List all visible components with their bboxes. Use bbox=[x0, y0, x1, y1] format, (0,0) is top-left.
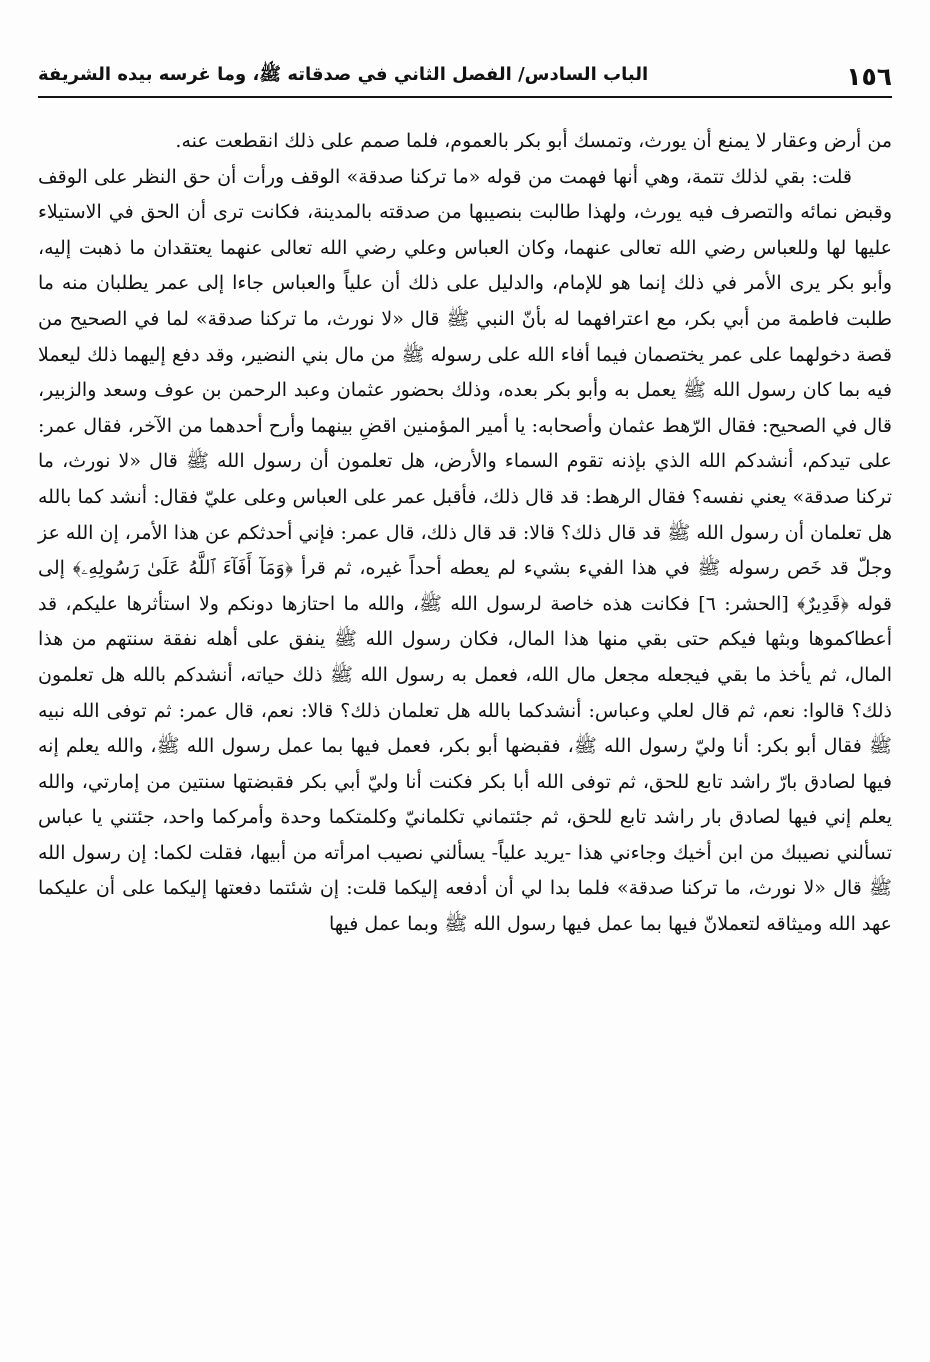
page-number: ١٥٦ bbox=[846, 61, 892, 91]
running-title: الباب السادس/ الفصل الثاني في صدقاته ﷺ، وما غرسه بيده الشريفة bbox=[38, 64, 649, 85]
body-text bbox=[38, 124, 892, 943]
paragraph-main: قلت: بقي لذلك تتمة، وهي أنها فهمت من قوله «ما تركنا صدقة» الوقف ورأت أن حق النظر على الوقف وقبض نمائه والتصرف فيه يورث، ولهذا طالبت بنصيبها من صدقته بالمدينة، فكانت ترى أن الحق في الاستيلاء عليها لها وللعباس رضي الله تعالى عنهما، وكان العباس وعلي رضي الله تعالى عنهما يعتقدان ما ذهبت إليه، وأبو بكر يرى الأمر في ذلك إنما هو للإمام، والدليل على ذلك أن علياً والعباس جاءا إلى عمر يطلبان منه ما طلبت فاطمة من أبي بكر، مع اعترافهما له بأنّ النبي ﷺ قال «لا نورث، ما تركنا صدقة» لما في الصحيح من قصة دخولهما على عمر يختصمان فيما أفاء الله على رسوله ﷺ من مال بني النضير، وقد دفع إليهما ذلك ليعملا فيه بما كان رسول الله ﷺ يعمل به وأبو بكر بعده، وذلك بحضور عثمان وعبد الرحمن بن عوف وسعد والزبير، قال في الصحيح: فقال الرّهط عثمان وأصحابه: يا أمير المؤمنين اقضِ بينهما وأرح أحدهما من الآخر، فقال عمر: على تيدكم، أنشدكم الله الذي بإذنه تقوم السماء والأرض، هل تعلمون أن رسول الله ﷺ قال «لا نورث، ما تركنا صدقة» يعني نفسه؟ فقال الرهط: قد قال ذلك، فأقبل عمر على العباس وعلى عليّ فقال: أنشد كما بالله هل تعلمان أن رسول الله ﷺ قد قال ذلك؟ قالا: قد قال ذلك، قال عمر: فإني أحدثكم عن هذا الأمر، إن الله عز وجلّ قد خَص رسوله ﷺ في هذا الفيء بشيء لم يعطه أحداً غيره، ثم قرأ ﴿وَمَآ أَفَآءَ ٱللَّهُ عَلَىٰ رَسُولِهِۦ﴾ إلى قوله ﴿قَدِيرٌ﴾ [الحشر: ٦] فكانت هذه خاصة لرسول الله ﷺ، والله ما احتازها دونكم ولا استأثرها عليكم، قد أعطاكموها وبثها فيكم حتى بقي منها هذا المال، فكان رسول الله ﷺ ينفق على أهله نفقة سنتهم من هذا المال، ثم يأخذ ما بقي فيجعله مجعل مال الله، فعمل به رسول الله ﷺ ذلك حياته، أنشدكم بالله هل تعلمون ذلك؟ قالوا: نعم، ثم قال لعلي وعباس: أنشدكما بالله هل تعلمان ذلك؟ قالا: نعم، قال عمر: ثم توفى الله نبيه ﷺ فقال أبو بكر: أنا وليّ رسول الله ﷺ، فقبضها أبو بكر، فعمل فيها بما عمل رسول الله ﷺ، والله يعلم إنه فيها لصادق بارّ راشد تابع للحق، ثم توفى الله أبا بكر فكنت أنا وليّ أبي بكر فقبضتها سنتين من إمارتي، والله يعلم إني فيها لصادق بار راشد تابع للحق، ثم جئتماني تكلمانيّ وكلمتكما وحدة وأمركما واحد، جئتني يا عباس تسألني نصيبك من ابن أخيك وجاءني هذا -يريد علياً- يسألني نصيب امرأته من أبيها، فقلت لكما: إن رسول الله ﷺ قال «لا نورث، ما تركنا صدقة» فلما بدا لي أن أدفعه إليكما قلت: إن شئتما دفعتها إليكما على أن عليكما عهد الله وميثاقه لتعملانّ فيها بما عمل فيها رسول الله ﷺ وبما عمل فيها bbox=[38, 165, 893, 936]
paragraph-continuation: من أرض وعقار لا يمنع أن يورث، وتمسك أبو بكر بالعموم، فلما صمم على ذلك انقطعت عنه. bbox=[175, 130, 892, 152]
page-header bbox=[38, 56, 892, 98]
